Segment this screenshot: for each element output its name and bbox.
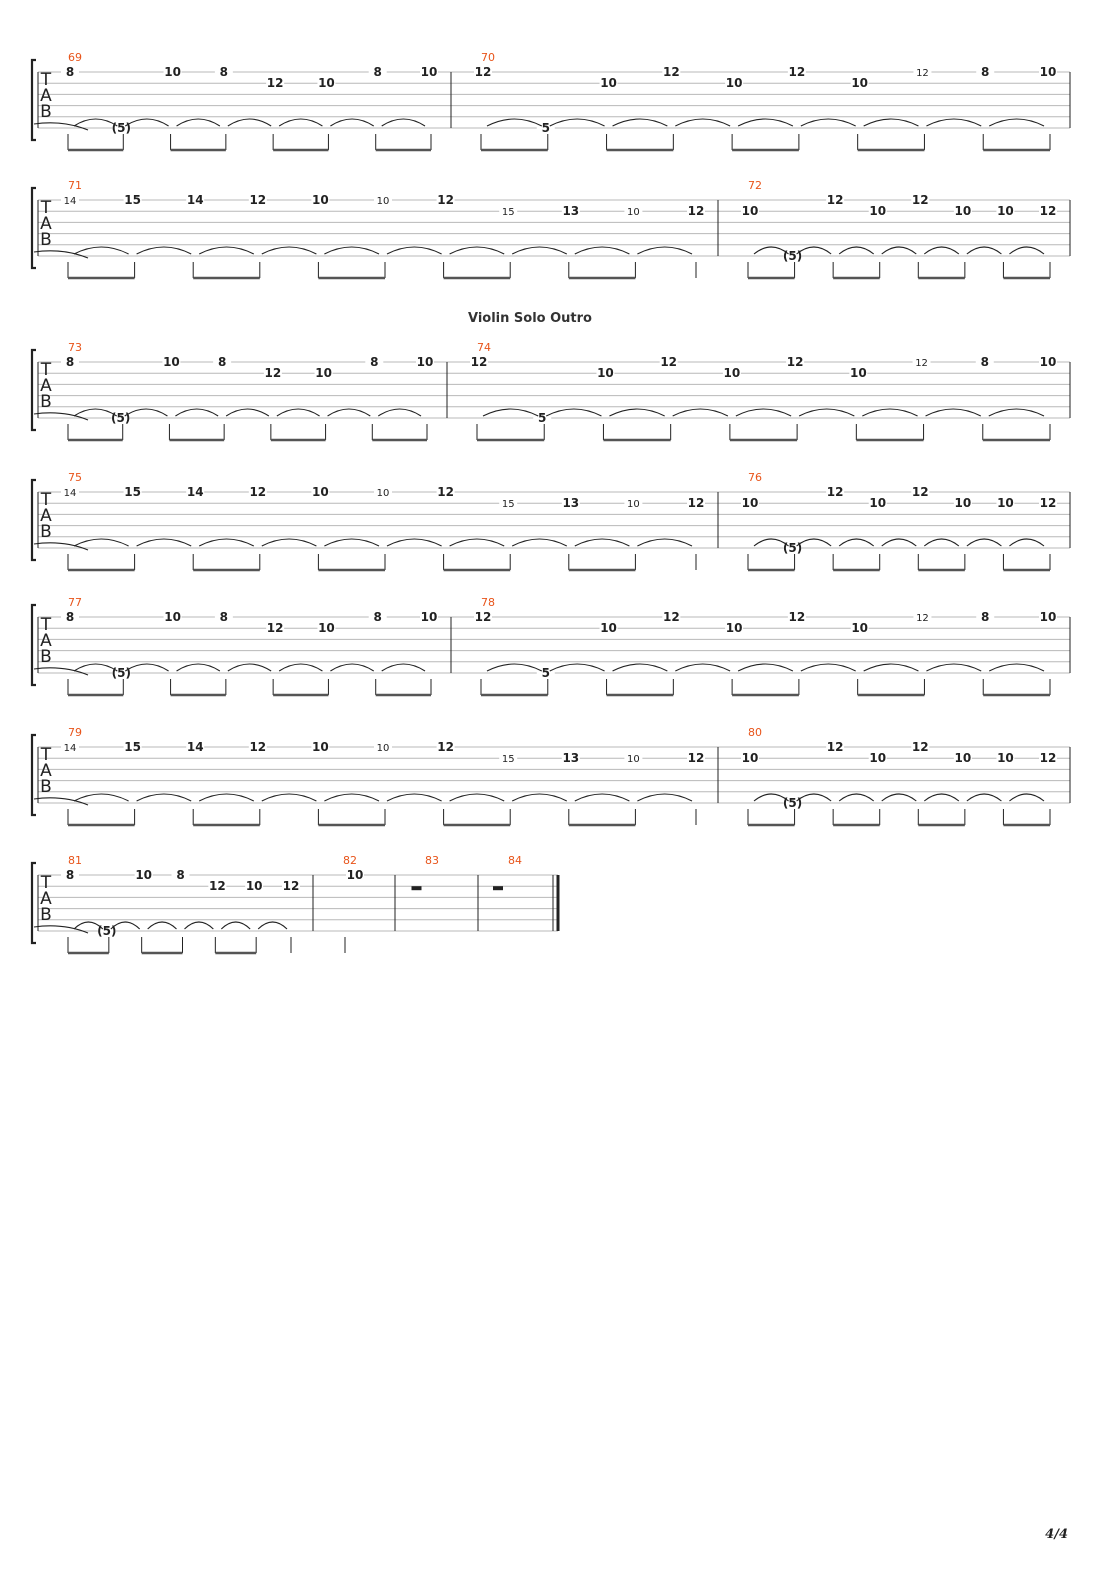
tie-arc — [675, 119, 730, 126]
tab-clef-letter: B — [40, 905, 52, 925]
tab-system — [32, 596, 1070, 695]
fret-number: 12 — [788, 65, 806, 79]
tie-arc — [262, 247, 317, 254]
tie-arc — [926, 409, 981, 416]
fret-number: 10 — [869, 496, 887, 511]
tie-arc — [175, 409, 218, 416]
fret-number: 12 — [470, 355, 488, 369]
tie-arc — [137, 539, 192, 546]
fret-number: 8 — [373, 65, 382, 79]
fret-number: 10 — [627, 754, 640, 766]
fret-number: 14 — [186, 485, 204, 499]
fret-number: 12 — [826, 193, 844, 207]
tie-arc — [736, 409, 791, 416]
fret-number: 10 — [1039, 65, 1057, 79]
tie-arc — [882, 247, 917, 254]
whole-rest — [412, 886, 422, 890]
fret-number: 12 — [687, 204, 705, 219]
fret-number: 8 — [219, 610, 229, 624]
fret-number: 12 — [266, 76, 284, 91]
tie-arc — [279, 119, 322, 126]
tie-arc — [1009, 539, 1044, 546]
fret-number: 10 — [849, 366, 867, 381]
tie-arc — [801, 119, 856, 126]
fret-number: 12 — [282, 879, 300, 894]
fret-number: 13 — [562, 204, 580, 219]
tie-arc — [575, 794, 630, 801]
tie-arc — [450, 247, 505, 254]
tie-arc — [512, 247, 567, 254]
fret-number: (5) — [782, 249, 803, 263]
fret-number: 8 — [370, 355, 379, 369]
tie-arc — [324, 539, 379, 546]
tie-arc — [967, 247, 1002, 254]
fret-number: 12 — [249, 193, 267, 207]
fret-number: 10 — [376, 196, 390, 207]
fret-number: 8 — [980, 355, 989, 369]
tie-arc — [989, 119, 1044, 126]
fret-number: 12 — [264, 366, 282, 381]
fret-number: 15 — [124, 485, 141, 499]
fret-number: 10 — [954, 204, 972, 219]
fret-number: 5 — [538, 411, 547, 425]
tie-arc — [34, 123, 88, 130]
tie-arc — [378, 409, 421, 416]
tab-clef-letter: B — [40, 230, 52, 250]
tab-clef-letter: A — [40, 631, 52, 651]
tie-arc — [262, 794, 317, 801]
fret-number: 12 — [249, 485, 267, 499]
fret-number: 12 — [437, 485, 454, 499]
tie-arc — [799, 409, 854, 416]
tie-arc — [228, 119, 271, 126]
fret-number: 15 — [501, 754, 515, 766]
fret-number: 14 — [63, 488, 77, 499]
fret-number: 10 — [627, 499, 640, 511]
fret-number: 10 — [346, 868, 364, 882]
measure-number: 73 — [68, 341, 82, 354]
tie-arc — [324, 794, 379, 801]
tie-arc — [924, 794, 959, 801]
tab-clef-letter: A — [40, 761, 52, 781]
fret-number: 12 — [662, 610, 680, 624]
fret-number: (5) — [111, 666, 131, 680]
tie-arc — [926, 664, 981, 671]
tie-arc — [262, 539, 317, 546]
system-bracket — [32, 188, 36, 268]
tab-clef-letter: A — [40, 376, 52, 396]
tie-arc — [34, 668, 88, 675]
tie-arc — [125, 664, 168, 671]
fret-number: 12 — [660, 355, 678, 369]
fret-number: 12 — [437, 740, 454, 754]
fret-number: 10 — [135, 868, 153, 882]
fret-number: 8 — [981, 65, 990, 79]
tab-clef-letter: T — [40, 873, 52, 893]
fret-number: 14 — [63, 196, 77, 207]
tab-clef-letter: T — [40, 360, 52, 380]
tab-clef-letter: B — [40, 102, 52, 122]
tab-clef-letter: B — [40, 522, 52, 542]
measure-number: 75 — [68, 471, 82, 484]
fret-number: 8 — [373, 610, 382, 624]
measure-number: 69 — [68, 51, 82, 64]
tie-arc — [609, 409, 664, 416]
tie-arc — [137, 247, 192, 254]
tab-clef-letter: T — [40, 490, 52, 510]
fret-number: 12 — [786, 355, 804, 369]
tie-arc — [34, 413, 88, 420]
fret-number: 5 — [541, 666, 550, 680]
fret-number: 12 — [474, 65, 492, 79]
tie-arc — [279, 664, 322, 671]
measure-number: 77 — [68, 596, 82, 609]
tie-arc — [177, 119, 220, 126]
tie-arc — [450, 539, 505, 546]
tie-arc — [277, 409, 320, 416]
fret-number: 12 — [208, 879, 226, 894]
tie-arc — [924, 247, 959, 254]
tab-clef-letter: A — [40, 86, 52, 106]
measure-number: 70 — [481, 51, 495, 64]
fret-number: 10 — [954, 751, 972, 766]
fret-number: 15 — [124, 193, 141, 207]
section-label: Violin Solo Outro — [468, 311, 592, 326]
fret-number: 10 — [997, 751, 1014, 766]
fret-number: 10 — [416, 355, 434, 369]
fret-number: 12 — [266, 621, 284, 636]
tie-arc — [613, 119, 668, 126]
tie-arc — [74, 794, 129, 801]
fret-number: 8 — [65, 610, 75, 624]
fret-number: 15 — [501, 207, 515, 219]
fret-number: 12 — [911, 193, 929, 207]
fret-number: 8 — [65, 868, 75, 882]
system-bracket — [32, 863, 36, 943]
tab-system — [32, 726, 1070, 825]
fret-number: 8 — [65, 355, 75, 369]
fret-number: 10 — [741, 204, 759, 219]
fret-number: 13 — [562, 496, 580, 511]
tie-arc — [382, 664, 425, 671]
fret-number: 12 — [437, 193, 454, 207]
page-number: 4/4 — [1045, 1527, 1068, 1542]
fret-number: 10 — [627, 207, 640, 219]
tab-clef-letter: B — [40, 777, 52, 797]
fret-number: 12 — [911, 485, 929, 499]
tie-arc — [324, 247, 379, 254]
fret-number: 8 — [981, 610, 990, 624]
tie-arc — [199, 539, 254, 546]
fret-number: 14 — [186, 193, 204, 207]
system-bracket — [32, 60, 36, 140]
tab-clef-letter: T — [40, 615, 52, 635]
tie-arc — [328, 409, 371, 416]
fret-number: 10 — [741, 496, 759, 511]
fret-number: 12 — [826, 740, 844, 754]
measure-number: 80 — [748, 726, 762, 739]
tie-arc — [613, 664, 668, 671]
tie-arc — [550, 664, 605, 671]
fret-number: 12 — [788, 610, 806, 624]
tie-arc — [34, 926, 88, 933]
fret-number: 12 — [916, 68, 929, 79]
tie-arc — [125, 119, 168, 126]
fret-number: (5) — [97, 924, 117, 938]
tie-arc — [967, 794, 1002, 801]
fret-number: 10 — [164, 610, 181, 624]
fret-number: (5) — [111, 121, 131, 135]
fret-number: 12 — [916, 613, 929, 624]
fret-number: 10 — [600, 76, 617, 91]
tie-arc — [199, 794, 254, 801]
fret-number: 12 — [911, 740, 929, 754]
tie-arc — [34, 798, 88, 805]
tie-arc — [177, 664, 220, 671]
tie-arc — [738, 664, 793, 671]
tab-system — [32, 51, 1070, 150]
fret-number: 8 — [219, 65, 229, 79]
tie-arc — [387, 794, 442, 801]
tie-arc — [221, 922, 250, 929]
fret-number: 14 — [186, 740, 204, 754]
measure-number: 82 — [343, 854, 357, 867]
fret-number: 10 — [163, 355, 180, 369]
fret-number: 12 — [1039, 751, 1057, 766]
tie-arc — [839, 539, 874, 546]
tie-arc — [924, 539, 959, 546]
fret-number: 10 — [741, 751, 759, 766]
fret-number: 12 — [474, 610, 492, 624]
tab-clef-letter: T — [40, 70, 52, 90]
fret-number: 10 — [725, 621, 743, 636]
fret-number: 12 — [687, 496, 705, 511]
tab-system — [32, 854, 558, 953]
tab-clef-letter: A — [40, 214, 52, 234]
tie-arc — [137, 794, 192, 801]
tie-arc — [882, 794, 917, 801]
fret-number: 10 — [318, 621, 335, 636]
fret-number: 10 — [851, 76, 869, 91]
tie-arc — [1009, 794, 1044, 801]
measure-number: 78 — [481, 596, 495, 609]
tab-system — [32, 471, 1070, 570]
fret-number: 10 — [869, 204, 887, 219]
tab-system — [32, 341, 1070, 440]
tie-arc — [637, 794, 692, 801]
fret-number: 10 — [954, 496, 972, 511]
tie-arc — [926, 119, 981, 126]
tie-arc — [882, 539, 917, 546]
fret-number: 12 — [249, 740, 267, 754]
tie-arc — [989, 409, 1044, 416]
fret-number: 10 — [997, 204, 1014, 219]
tie-arc — [864, 119, 919, 126]
tab-clef-letter: B — [40, 392, 52, 412]
tie-arc — [546, 409, 601, 416]
tie-arc — [199, 247, 254, 254]
fret-number: 8 — [176, 868, 185, 882]
tab-clef-letter: A — [40, 889, 52, 909]
measure-number: 72 — [748, 179, 762, 192]
tab-system — [32, 179, 1070, 278]
fret-number: 15 — [124, 740, 141, 754]
tie-arc — [738, 119, 793, 126]
fret-number: 10 — [600, 621, 617, 636]
tie-arc — [74, 247, 129, 254]
fret-number: 15 — [501, 499, 515, 511]
tie-arc — [487, 119, 542, 126]
tab-clef-letter: A — [40, 506, 52, 526]
tie-arc — [228, 664, 271, 671]
fret-number: (5) — [111, 411, 131, 425]
fret-number: 12 — [1039, 204, 1057, 219]
fret-number: 10 — [315, 366, 332, 381]
fret-number: 10 — [312, 485, 329, 499]
fret-number: 12 — [687, 751, 705, 766]
tie-arc — [864, 664, 919, 671]
system-bracket — [32, 350, 36, 430]
measure-number: 81 — [68, 854, 82, 867]
fret-number: 12 — [915, 358, 928, 369]
measure-number: 71 — [68, 179, 82, 192]
fret-number: 10 — [869, 751, 887, 766]
tie-arc — [34, 251, 88, 258]
tie-arc — [862, 409, 917, 416]
tab-clef-letter: T — [40, 745, 52, 765]
fret-number: 10 — [597, 366, 614, 381]
fret-number: 10 — [1039, 610, 1057, 624]
fret-number: 10 — [318, 76, 335, 91]
fret-number: 10 — [420, 610, 438, 624]
fret-number: 8 — [217, 355, 227, 369]
tie-arc — [74, 539, 129, 546]
fret-number: 10 — [312, 740, 329, 754]
tie-arc — [989, 664, 1044, 671]
tie-arc — [637, 247, 692, 254]
fret-number: (5) — [782, 541, 803, 555]
tie-arc — [34, 543, 88, 550]
tie-arc — [512, 794, 567, 801]
fret-number: 10 — [723, 366, 741, 381]
fret-number: 10 — [1039, 355, 1057, 369]
fret-number: 10 — [376, 743, 390, 754]
tie-arc — [382, 119, 425, 126]
tie-arc — [330, 119, 373, 126]
tie-arc — [330, 664, 373, 671]
fret-number: 12 — [1039, 496, 1057, 511]
tie-arc — [673, 409, 728, 416]
tie-arc — [185, 922, 214, 929]
system-bracket — [32, 605, 36, 685]
fret-number: 14 — [63, 743, 77, 754]
fret-number: 5 — [541, 121, 550, 135]
fret-number: 10 — [851, 621, 869, 636]
measure-number: 76 — [748, 471, 762, 484]
tie-arc — [675, 664, 730, 671]
tie-arc — [575, 539, 630, 546]
tie-arc — [1009, 247, 1044, 254]
tie-arc — [125, 409, 168, 416]
fret-number: 10 — [997, 496, 1014, 511]
fret-number: (5) — [782, 796, 803, 810]
tab-clef-letter: B — [40, 647, 52, 667]
tie-arc — [512, 539, 567, 546]
measure-number: 84 — [508, 854, 522, 867]
fret-number: 10 — [245, 879, 263, 894]
measure-number: 74 — [477, 341, 491, 354]
fret-number: 8 — [65, 65, 75, 79]
tie-arc — [258, 922, 287, 929]
tie-arc — [575, 247, 630, 254]
fret-number: 13 — [562, 751, 580, 766]
tie-arc — [483, 409, 538, 416]
tie-arc — [839, 794, 874, 801]
tie-arc — [487, 664, 542, 671]
fret-number: 12 — [662, 65, 680, 79]
fret-number: 12 — [826, 485, 844, 499]
tie-arc — [450, 794, 505, 801]
tie-arc — [967, 539, 1002, 546]
fret-number: 10 — [312, 193, 329, 207]
fret-number: 10 — [376, 488, 390, 499]
tie-arc — [801, 664, 856, 671]
whole-rest — [493, 886, 503, 890]
system-bracket — [32, 735, 36, 815]
tie-arc — [839, 247, 874, 254]
tab-clef-letter: T — [40, 198, 52, 218]
tie-arc — [637, 539, 692, 546]
fret-number: 10 — [420, 65, 438, 79]
system-bracket — [32, 480, 36, 560]
tie-arc — [387, 539, 442, 546]
tie-arc — [387, 247, 442, 254]
fret-number: 10 — [164, 65, 181, 79]
tie-arc — [226, 409, 269, 416]
measure-number: 79 — [68, 726, 82, 739]
tie-arc — [148, 922, 177, 929]
tie-arc — [550, 119, 605, 126]
measure-number: 83 — [425, 854, 439, 867]
fret-number: 10 — [725, 76, 743, 91]
